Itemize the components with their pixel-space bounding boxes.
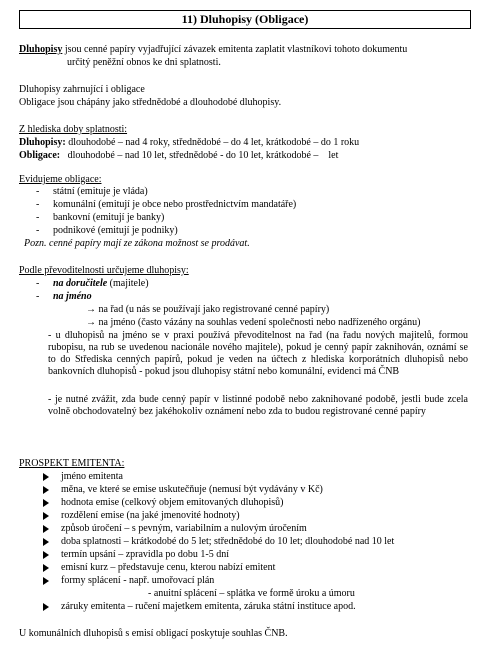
evidence-dash: - (36, 212, 40, 223)
transfer-bearer (53, 278, 149, 290)
evidence-dash: - (36, 225, 40, 236)
page-title: 11) Dluhopisy (Obligace) (19, 10, 471, 29)
maturity-bonds-label: Dluhopisy: (19, 137, 66, 148)
bullet-arrow-icon (43, 525, 49, 533)
footer-note: U komunálních dluhopisů s emisí obligací poskytuje souhlas ČNB. (19, 628, 288, 639)
evidence-item: státní (emituje je vláda) (53, 186, 148, 197)
prospectus-item: rozdělení emise (na jaké jmenovité hodnoty) (61, 510, 240, 521)
transfer-para-1 (48, 330, 468, 378)
prospectus-item: termín upsání – zpravidla po dobu 1-5 dní (61, 549, 230, 560)
maturity-obligations (19, 150, 338, 162)
intro-text-1: jsou cenné papíry vyjadřující závazek emitenta zaplatit vlastníkovi tohoto dokumentu (62, 44, 408, 55)
bullet-arrow-icon (43, 538, 49, 546)
transfer-arrow-1: → na řad (u nás se používají jako registrované cenné papíry) (86, 304, 330, 315)
evidence-note: Pozn. cenné papíry mají ze zákona možnost se prodávat. (24, 238, 250, 249)
bullet-arrow-icon (43, 577, 49, 585)
bullet-arrow-icon (43, 603, 49, 611)
prospectus-item: jméno emitenta (61, 471, 123, 482)
evidence-dash: - (36, 186, 40, 197)
include-line-2: Obligace jsou chápány jako střednědobé a dlouhodobé dluhopisy. (19, 97, 282, 108)
prospectus-sub-item: - anuitní splácení – splátka ve formě úroku a úmoru (148, 588, 355, 599)
transfer-para-2-text: - je nutné zvážit, zda bude cenný papír v listinné podobě nebo zaknihované podobě, jestli bude zcela volně obchodovatelný bez jakéhokoliv oznámení nebo zda to budou registrované cenné papíry (48, 394, 468, 417)
intro-line-2: určitý peněžní obnos ke dni splatnosti. (67, 57, 221, 68)
transfer-dash: - (36, 278, 40, 289)
prospectus-item: hodnota emise (celkový objem emitovaných dluhopisů) (61, 497, 284, 508)
prospectus-item: emisní kurz – představuje cenu, kterou nabízí emitent (61, 562, 276, 573)
prospectus-item: formy splácení - např. umořovací plán (61, 575, 215, 586)
prospectus-item: způsob úročení – s pevným, variabilním a nulovým úročením (61, 523, 307, 534)
maturity-obl-label: Obligace: (19, 150, 61, 161)
transfer-bearer-label: na doručitele (53, 278, 108, 289)
prospectus-item: měna, ve které se emise uskutečňuje (nemusí být vydávány v Kč) (61, 484, 323, 495)
transfer-para-2 (48, 394, 468, 418)
evidence-item: podnikové (emitují je podniky) (53, 225, 178, 236)
bullet-arrow-icon (43, 551, 49, 559)
transfer-arrow-2: → na jméno (často vázány na souhlas vedení společnosti nebo nadřízeného orgánu) (86, 317, 421, 328)
intro-line-1 (19, 44, 407, 56)
maturity-bonds (19, 137, 359, 149)
maturity-heading: Z hlediska doby splatnosti: (19, 124, 128, 135)
transfer-dash: - (36, 291, 40, 302)
transfer-heading: Podle převoditelnosti určujeme dluhopisy: (19, 265, 189, 276)
transfer-para-1-text: - u dluhopisů na jméno se v praxi používá převoditelnost na řad (na řadu nových majitelů, formou rubopisu, na rub se uvedenou nacionále nového majitele), pokud je cenný papír zaknihován, oznámí se to do Střediska cenných papírů, pokud je veden na účtech z hlediska korporátních dluhopisů nebo bankovních dluhopisů - pokud jsou dluhopisy státní nebo komunální, evidenci má ČNB (48, 330, 468, 377)
include-line-1: Dluhopisy zahrnující i obligace (19, 84, 145, 95)
evidence-heading: Evidujeme obligace: (19, 174, 102, 185)
intro-term: Dluhopisy (19, 44, 63, 55)
bullet-arrow-icon (43, 499, 49, 507)
prospectus-item: doba splatnosti – krátkodobé do 5 let; střednědobé do 10 let; dlouhodobé nad 10 let (61, 536, 395, 547)
bullet-arrow-icon (43, 564, 49, 572)
bullet-arrow-icon (43, 486, 49, 494)
maturity-obl-text: dlouhodobé – nad 10 let, střednědobé - do 10 let, krátkodobé – let (60, 150, 339, 161)
evidence-dash: - (36, 199, 40, 210)
prospectus-item-last: záruky emitenta – ručení majetkem emitenta, záruka státní instituce apod. (61, 601, 356, 612)
bullet-arrow-icon (43, 512, 49, 520)
prospectus-heading: PROSPEKT EMITENTA: (19, 458, 125, 469)
transfer-bearer-rest: (majitele) (107, 278, 149, 289)
bullet-arrow-icon (43, 473, 49, 481)
evidence-item: bankovní (emitují je banky) (53, 212, 165, 223)
transfer-named-label: na jméno (53, 291, 92, 302)
evidence-item: komunální (emitují je obce nebo prostřednictvím mandatáře) (53, 199, 297, 210)
maturity-bonds-text: dlouhodobé – nad 4 roky, střednědobé – do 4 let, krátkodobé – do 1 roku (65, 137, 360, 148)
